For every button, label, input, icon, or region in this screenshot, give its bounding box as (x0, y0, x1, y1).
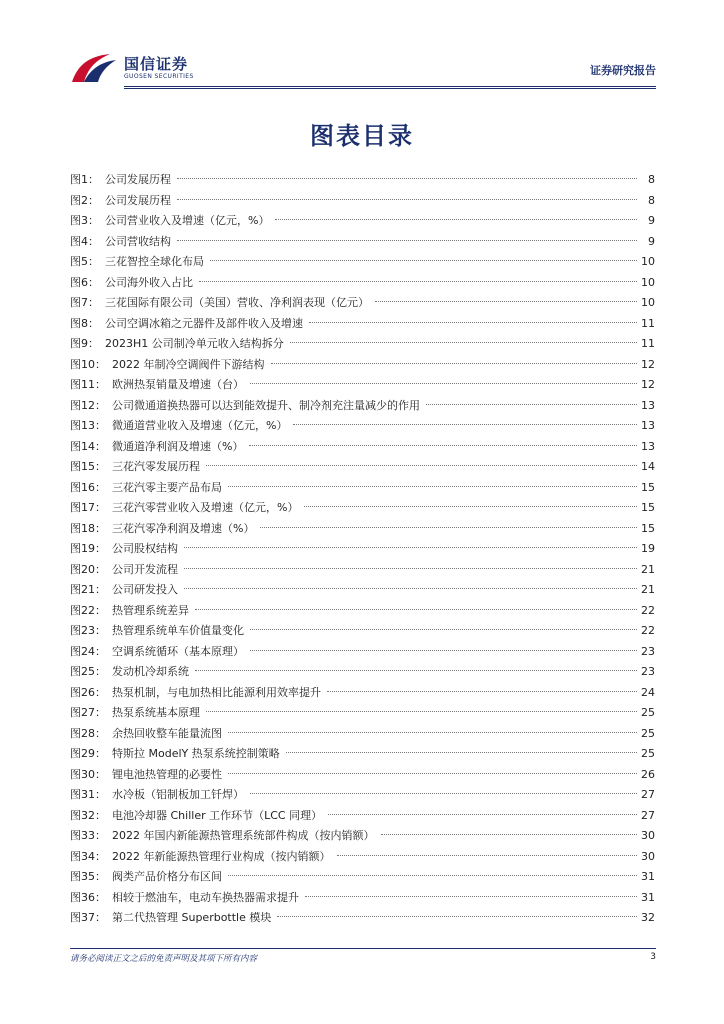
toc-figure-number: 图17： (70, 501, 106, 514)
toc-page-number: 13 (641, 398, 655, 412)
toc-figure-title: 公司空调冰箱之元器件及部件收入及增速 (105, 316, 303, 330)
toc-page-number: 14 (641, 460, 655, 473)
toc-figure-number: 图15： (70, 460, 106, 473)
toc-figure-title: 三花汽零营业收入及增速（亿元，%） (112, 501, 299, 514)
toc-figure-number: 图7： (70, 296, 99, 309)
toc-figure-title: 发动机冷却系统 (112, 665, 189, 678)
toc-page-number: 9 (648, 234, 655, 248)
toc-entry[interactable] (70, 273, 655, 294)
footer-divider (70, 948, 656, 949)
toc-dot-leader (277, 916, 637, 917)
toc-figure-number: 图6： (70, 275, 99, 289)
toc-page-number: 30 (641, 829, 655, 842)
toc-figure-title: 微通道营业收入及增速（亿元，%） (112, 419, 288, 432)
toc-dot-leader (381, 834, 638, 835)
toc-dot-leader (290, 342, 637, 343)
toc-figure-number: 图11： (70, 378, 106, 391)
toc-dot-leader (199, 281, 637, 282)
toc-figure-number: 图2： (70, 193, 99, 207)
toc-entry[interactable] (70, 170, 655, 191)
toc-entry[interactable] (70, 826, 655, 847)
toc-figure-number: 图22： (70, 603, 106, 617)
toc-figure-title: 微通道净利润及增速（%） (112, 439, 244, 453)
toc-figure-title: 阀类产品价格分布区间 (112, 870, 222, 883)
toc-entry[interactable] (70, 888, 655, 909)
toc-page-number: 31 (641, 890, 655, 904)
company-name-en: GUOSEN SECURITIES (124, 73, 194, 80)
toc-page-number: 27 (641, 808, 655, 822)
toc-entry[interactable] (70, 785, 655, 806)
header-divider-secondary (124, 88, 656, 89)
toc-page-number: 26 (641, 767, 655, 781)
toc-entry[interactable] (70, 765, 655, 786)
toc-page-number: 8 (648, 173, 655, 186)
page-title: 图表目录 (310, 122, 414, 150)
toc-page-number: 10 (641, 275, 655, 289)
toc-dot-leader (426, 404, 637, 405)
toc-figure-title: 热管理系统差异 (112, 603, 189, 617)
toc-dot-leader (293, 424, 637, 425)
toc-figure-number: 图19： (70, 542, 106, 555)
toc-page-number: 10 (641, 255, 655, 268)
toc-dot-leader (328, 814, 637, 815)
toc-dot-leader (309, 322, 637, 323)
toc-entry[interactable] (70, 539, 655, 560)
toc-page-number: 30 (641, 849, 655, 863)
toc-dot-leader (327, 691, 637, 692)
toc-dot-leader (305, 896, 637, 897)
toc-dot-leader (177, 240, 637, 241)
toc-entry[interactable] (70, 211, 655, 232)
toc-figure-title: 公司研发投入 (112, 583, 178, 596)
toc-page-number: 21 (641, 562, 655, 576)
toc-entry[interactable] (70, 252, 655, 273)
toc-entry[interactable] (70, 744, 655, 765)
toc-figure-title: 相较于燃油车，电动车换热器需求提升 (112, 890, 299, 904)
toc-entry[interactable] (70, 416, 655, 437)
toc-page-number: 8 (648, 193, 655, 207)
toc-entry[interactable] (70, 437, 655, 458)
toc-entry[interactable] (70, 580, 655, 601)
toc-page-number: 27 (641, 788, 655, 801)
toc-figure-number: 图23： (70, 624, 106, 637)
toc-entry[interactable] (70, 867, 655, 888)
toc-dot-leader (195, 609, 637, 610)
toc-page-number: 25 (641, 726, 655, 740)
toc-page-number: 15 (641, 480, 655, 494)
toc-dot-leader (206, 465, 637, 466)
toc-entry[interactable] (70, 457, 655, 478)
toc-figure-title: 公司营收结构 (105, 234, 171, 248)
toc-dot-leader (228, 486, 637, 487)
toc-figure-number: 图1： (70, 173, 99, 186)
toc-figure-number: 图35： (70, 870, 106, 883)
toc-figure-number: 图13： (70, 419, 106, 432)
toc-figure-number: 图36： (70, 890, 106, 904)
toc-figure-number: 图21： (70, 583, 106, 596)
toc-dot-leader (210, 260, 637, 261)
toc-page-number: 31 (641, 870, 655, 883)
toc-figure-title: 公司发展历程 (105, 173, 171, 186)
toc-entry[interactable] (70, 908, 655, 929)
toc-dot-leader (177, 178, 637, 179)
toc-page-number: 21 (641, 583, 655, 596)
toc-dot-leader (228, 773, 637, 774)
toc-figure-title: 三花汽零净利润及增速（%） (112, 521, 255, 535)
company-name-cn: 国信证券 (124, 55, 189, 73)
toc-entry[interactable] (70, 232, 655, 253)
toc-figure-title: 三花汽零发展历程 (112, 460, 200, 473)
footer-disclaimer: 请务必阅读正文之后的免责声明及其项下所有内容 (70, 954, 258, 964)
toc-figure-number: 图30： (70, 767, 106, 781)
toc-dot-leader (271, 363, 638, 364)
toc-figure-title: 锂电池热管理的必要性 (112, 767, 222, 781)
toc-figure-title: 公司营业收入及增速（亿元，%） (105, 214, 270, 227)
toc-figure-number: 图33： (70, 829, 106, 842)
toc-entry[interactable] (70, 847, 655, 868)
toc-entry[interactable] (70, 375, 655, 396)
toc-page-number: 13 (641, 419, 655, 432)
toc-figure-title: 水冷板（铝制板加工钎焊） (112, 788, 244, 801)
toc-figure-number: 图32： (70, 808, 106, 822)
toc-figure-number: 图16： (70, 480, 106, 494)
toc-figure-title: 热泵系统基本原理 (112, 706, 200, 719)
toc-page-number: 12 (641, 378, 655, 391)
toc-entry[interactable] (70, 314, 655, 335)
toc-figure-number: 图9： (70, 337, 99, 350)
toc-entry[interactable] (70, 334, 655, 355)
toc-entry[interactable] (70, 601, 655, 622)
toc-page-number: 19 (641, 542, 655, 555)
toc-page-number: 15 (641, 521, 655, 535)
toc-entry[interactable] (70, 683, 655, 704)
toc-dot-leader (195, 670, 637, 671)
toc-page-number: 22 (641, 624, 655, 637)
toc-page-number: 15 (641, 501, 655, 514)
toc-page-number: 32 (641, 911, 655, 924)
toc-figure-number: 图31： (70, 788, 106, 801)
toc-figure-number: 图27： (70, 706, 106, 719)
page-number: 3 (650, 952, 656, 962)
toc-figure-number: 图37： (70, 911, 106, 924)
toc-figure-number: 图20： (70, 562, 106, 576)
toc-page-number: 23 (641, 665, 655, 678)
toc-figure-title: 2023H1 公司制冷单元收入结构拆分 (105, 337, 284, 350)
toc-entry[interactable] (70, 724, 655, 745)
toc-entry[interactable] (70, 560, 655, 581)
toc-dot-leader (206, 711, 637, 712)
toc-figure-title: 余热回收整车能量流图 (112, 726, 222, 740)
toc-page-number: 13 (641, 439, 655, 453)
toc-entry[interactable] (70, 806, 655, 827)
toc-dot-leader (250, 629, 637, 630)
toc-page-number: 25 (641, 747, 655, 760)
toc-dot-leader (228, 875, 637, 876)
page-header (0, 0, 724, 95)
toc-dot-leader (337, 855, 638, 856)
figure-index-list (70, 170, 655, 929)
toc-dot-leader (304, 506, 637, 507)
toc-figure-number: 图28： (70, 726, 106, 740)
guosen-logo-icon (70, 52, 118, 86)
toc-dot-leader (286, 752, 637, 753)
toc-page-number: 9 (648, 214, 655, 227)
toc-figure-number: 图5： (70, 255, 99, 268)
toc-entry[interactable] (70, 355, 655, 376)
toc-entry[interactable] (70, 519, 655, 540)
toc-dot-leader (375, 301, 637, 302)
header-divider (124, 86, 656, 87)
toc-dot-leader (250, 793, 637, 794)
toc-page-number: 23 (641, 644, 655, 658)
toc-figure-number: 图18： (70, 521, 106, 535)
toc-dot-leader (184, 588, 637, 589)
toc-dot-leader (184, 547, 637, 548)
toc-dot-leader (275, 219, 637, 220)
toc-figure-number: 图34： (70, 849, 106, 863)
toc-figure-title: 三花国际有限公司（美国）营收、净利润表现（亿元） (105, 296, 369, 309)
toc-page-number: 12 (641, 357, 655, 371)
toc-figure-title: 公司海外收入占比 (105, 275, 193, 289)
toc-figure-title: 空调系统循环（基本原理） (112, 644, 244, 658)
toc-figure-title: 公司微通道换热器可以达到能效提升、制冷剂充注量减少的作用 (112, 398, 420, 412)
toc-entry[interactable] (70, 478, 655, 499)
toc-figure-title: 特斯拉 ModelY 热泵系统控制策略 (112, 747, 280, 760)
toc-dot-leader (177, 199, 637, 200)
toc-dot-leader (250, 650, 637, 651)
toc-figure-title: 热管理系统单车价值量变化 (112, 624, 244, 637)
toc-figure-title: 公司股权结构 (112, 542, 178, 555)
toc-figure-title: 2022 年制冷空调阀件下游结构 (112, 357, 265, 371)
toc-figure-title: 2022 年新能源热管理行业构成（按内销额） (112, 849, 331, 863)
toc-dot-leader (249, 445, 637, 446)
toc-figure-number: 图25： (70, 665, 106, 678)
toc-figure-number: 图3： (70, 214, 99, 227)
toc-figure-number: 图8： (70, 316, 99, 330)
toc-figure-number: 图26： (70, 685, 106, 699)
report-type-label: 证券研究报告 (590, 64, 656, 77)
toc-dot-leader (228, 732, 637, 733)
toc-page-number: 11 (641, 337, 655, 350)
toc-entry[interactable] (70, 396, 655, 417)
toc-entry[interactable] (70, 498, 655, 519)
toc-dot-leader (260, 527, 637, 528)
toc-figure-title: 三花汽零主要产品布局 (112, 480, 222, 494)
toc-figure-title: 2022 年国内新能源热管理系统部件构成（按内销额） (112, 829, 375, 842)
toc-page-number: 22 (641, 603, 655, 617)
toc-figure-title: 欧洲热泵销量及增速（台） (112, 378, 244, 391)
toc-entry[interactable] (70, 662, 655, 683)
toc-figure-title: 电池冷却器 Chiller 工作环节（LCC 同理） (112, 808, 323, 822)
toc-page-number: 10 (641, 296, 655, 309)
toc-entry[interactable] (70, 703, 655, 724)
toc-entry[interactable] (70, 642, 655, 663)
toc-figure-title: 公司发展历程 (105, 193, 171, 207)
toc-figure-number: 图14： (70, 439, 106, 453)
toc-entry[interactable] (70, 293, 655, 314)
toc-page-number: 24 (641, 685, 655, 699)
toc-dot-leader (184, 568, 637, 569)
toc-figure-title: 三花智控全球化布局 (105, 255, 204, 268)
toc-figure-number: 图29： (70, 747, 106, 760)
toc-page-number: 11 (641, 316, 655, 330)
toc-page-number: 25 (641, 706, 655, 719)
toc-figure-title: 公司开发流程 (112, 562, 178, 576)
toc-figure-number: 图12： (70, 398, 106, 412)
toc-entry[interactable] (70, 191, 655, 212)
toc-figure-number: 图4： (70, 234, 99, 248)
toc-figure-title: 第二代热管理 Superbottle 模块 (112, 911, 272, 924)
toc-figure-number: 图24： (70, 644, 106, 658)
toc-dot-leader (250, 383, 637, 384)
toc-entry[interactable] (70, 621, 655, 642)
toc-figure-title: 热泵机制，与电加热相比能源利用效率提升 (112, 685, 321, 699)
toc-figure-number: 图10： (70, 357, 106, 371)
